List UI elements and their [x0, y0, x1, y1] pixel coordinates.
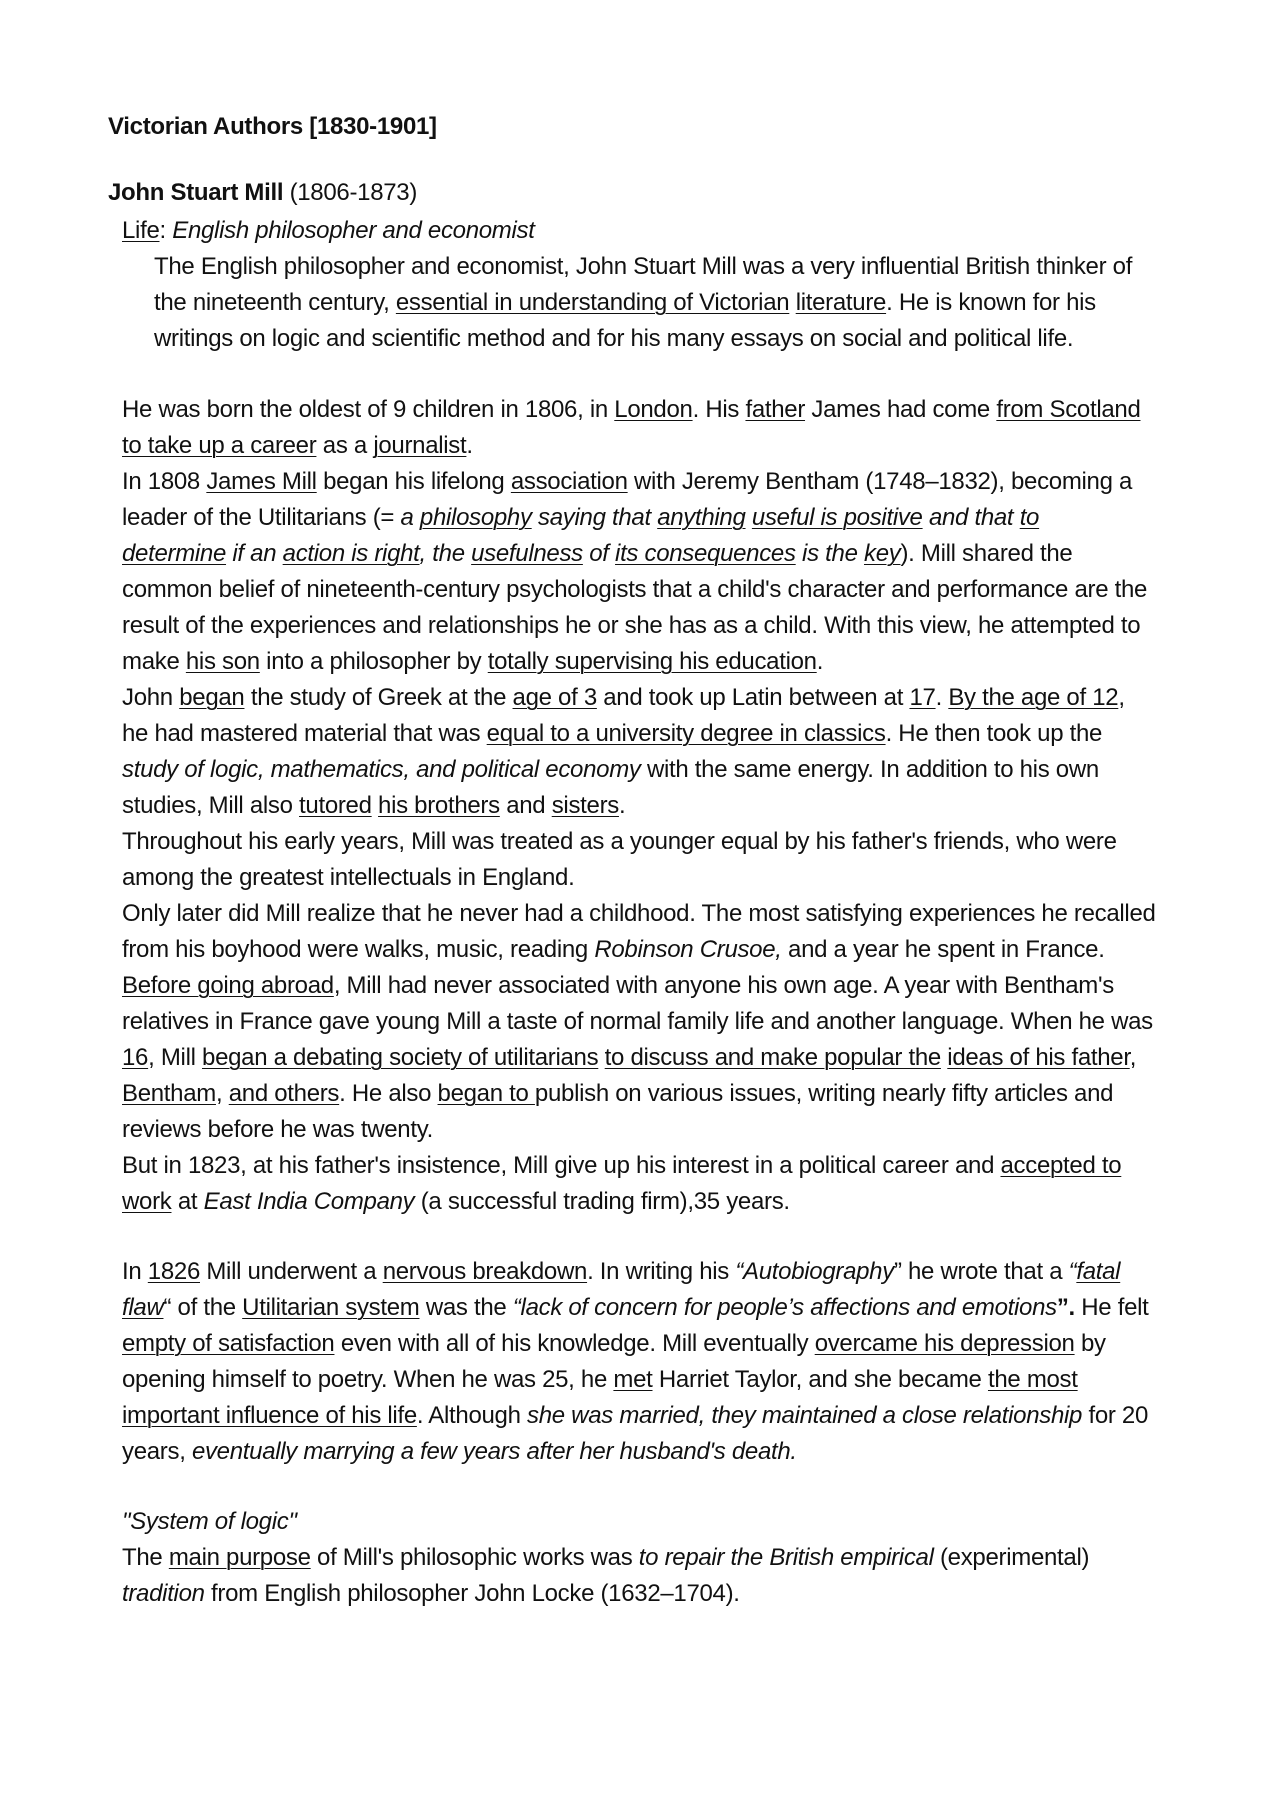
text-run: 17: [909, 684, 936, 711]
text-run: In 1808: [122, 468, 207, 495]
text-run: of Mill's philosophic works was: [310, 1544, 639, 1571]
text-run: if an: [226, 540, 283, 567]
text-run: action is right: [282, 540, 420, 567]
text-run: with Jeremy Bentham (1748–1832), becoming a: [627, 468, 1133, 495]
text-run: work: [122, 1188, 172, 1215]
text-run: equal to a university degree in classics: [486, 720, 886, 747]
text-run: usefulness: [471, 540, 583, 567]
text-line: [122, 719, 1102, 749]
text-line: [122, 827, 1117, 857]
text-line: [122, 1007, 1153, 1037]
text-line: [122, 575, 1147, 605]
text-line: [154, 252, 1132, 282]
text-run: The: [122, 1544, 169, 1571]
life-label: Life: [122, 217, 160, 244]
text-line: [122, 755, 1099, 785]
text-line: [122, 935, 1105, 965]
text-line: [122, 431, 473, 461]
text-run: began his lifelong: [316, 468, 511, 495]
text-run: to discuss and make popular the: [604, 1044, 941, 1071]
text-line: [122, 863, 574, 893]
text-run: tradition: [122, 1580, 205, 1607]
text-run: Bentham: [122, 1080, 216, 1107]
text-run: leader of the Utilitarians (=: [122, 504, 401, 531]
text-run: study of logic, mathematics, and political economy: [122, 756, 641, 783]
text-line: [122, 1151, 1121, 1181]
page-title: Victorian Authors [1830-1901]: [108, 113, 437, 140]
text-run: main purpose: [168, 1544, 311, 1571]
text-run: to repair the British empirical: [638, 1544, 934, 1571]
text-run: and took up Latin between at: [596, 684, 910, 711]
text-line: [122, 1401, 1148, 1431]
text-run: Only later did Mill realize that he never had a childhood. The most satisfying experiences he recalled: [122, 900, 1156, 927]
text-line: [122, 1257, 1120, 1287]
text-run: literature: [795, 289, 887, 316]
text-run: and: [499, 792, 552, 819]
text-run: journalist: [373, 432, 467, 459]
text-run: was the: [419, 1294, 513, 1321]
text-line: [122, 395, 1141, 425]
text-run: its consequences: [615, 540, 796, 567]
text-run: . In writing his: [587, 1258, 736, 1285]
text-line: [122, 791, 625, 821]
text-run: and that: [922, 504, 1020, 531]
text-run: “: [1068, 1258, 1077, 1285]
text-run: for 20: [1082, 1402, 1149, 1429]
text-run: to: [1019, 504, 1040, 531]
text-run: totally supervising his education: [487, 648, 817, 675]
text-line: [154, 324, 1073, 354]
text-run: by: [1074, 1330, 1106, 1357]
text-run: James had come: [805, 396, 997, 423]
text-run: .: [816, 648, 824, 675]
text-line: [122, 899, 1156, 929]
text-run: overcame his depression: [814, 1330, 1075, 1357]
text-run: . He is known for his: [886, 289, 1096, 316]
text-line: [122, 1329, 1106, 1359]
author-heading: [108, 178, 417, 208]
text-run: ,: [215, 1080, 229, 1107]
text-run: John: [122, 684, 180, 711]
text-run: . His: [692, 396, 746, 423]
text-run: from his boyhood were walks, music, reading: [122, 936, 595, 963]
text-run: common belief of nineteenth-century psychologists that a child's character and performance are the: [122, 576, 1148, 603]
text-run: philosophy: [419, 504, 532, 531]
text-run: . Although: [416, 1402, 528, 1429]
text-run: and a year he spent in France.: [781, 936, 1105, 963]
text-run: the study of Greek at the: [244, 684, 513, 711]
text-run: (experimental): [933, 1544, 1090, 1571]
text-run: James Mill: [206, 468, 317, 495]
text-run: Utilitarian system: [242, 1294, 420, 1321]
text-line: [122, 503, 1039, 533]
text-run: He was born the oldest of 9 children in 1806, in: [122, 396, 615, 423]
text-run: determine: [122, 540, 227, 567]
text-run: “Autobiography: [735, 1258, 894, 1285]
text-run: age of 3: [512, 684, 597, 711]
text-run: the nineteenth century,: [154, 289, 396, 316]
text-run: key: [864, 540, 901, 567]
text-line: [122, 647, 823, 677]
text-run: Throughout his early years, Mill was treated as a younger equal by his father's friends, who were: [122, 828, 1117, 855]
text-run: 1826: [147, 1258, 200, 1285]
text-run: . He also: [339, 1080, 438, 1107]
text-run: tutored: [299, 792, 372, 819]
text-run: “lack of concern for people’s affections and emotions: [512, 1294, 1057, 1321]
text-run: studies, Mill also: [122, 792, 300, 819]
text-line: [122, 1579, 740, 1609]
text-line: [122, 971, 1114, 1001]
text-run: ). Mill shared the: [900, 540, 1073, 567]
text-run: .: [935, 684, 949, 711]
text-run: make: [122, 648, 186, 675]
text-run: East India Company: [203, 1188, 415, 1215]
text-run: ” he wrote that a: [893, 1258, 1069, 1285]
text-run: accepted to: [1000, 1152, 1122, 1179]
text-run: publish on various issues, writing nearly fifty articles and: [534, 1080, 1114, 1107]
text-run: ideas of his father: [947, 1044, 1130, 1071]
text-run: into a philosopher by: [259, 648, 488, 675]
text-run: . He then took up the: [885, 720, 1103, 747]
text-run: opening himself to poetry. When he was 25, he: [122, 1366, 614, 1393]
text-run: as a: [316, 432, 374, 459]
text-run: useful is positive: [751, 504, 923, 531]
text-run: the most: [987, 1366, 1078, 1393]
text-run: began a debating society of utilitarians: [202, 1044, 599, 1071]
text-run: relatives in France gave young Mill a taste of normal family life and another language. When he was: [122, 1008, 1153, 1035]
text-run: years,: [122, 1438, 192, 1465]
text-run: But in 1823, at his father's insistence, Mill give up his interest in a political career and: [122, 1152, 1001, 1179]
text-run: reviews before he was twenty.: [122, 1116, 433, 1143]
text-run: ”.: [1056, 1294, 1075, 1321]
text-line: [122, 539, 1072, 569]
life-separator: :: [159, 217, 173, 244]
text-run: The English philosopher and economist, John Stuart Mill was a very influential British thinker of: [154, 253, 1133, 280]
text-run: association: [510, 468, 628, 495]
text-run: writings on logic and scientific method and for his many essays on social and political life.: [154, 325, 1074, 352]
text-run: important influence of his life: [122, 1402, 417, 1429]
text-line: [122, 611, 1140, 641]
text-line: [122, 1365, 1078, 1395]
text-run: , the: [419, 540, 472, 567]
text-run: he had mastered material that was: [122, 720, 487, 747]
text-run: among the greatest intellectuals in England.: [122, 864, 575, 891]
text-run: his son: [185, 648, 260, 675]
text-run: essential in understanding of Victorian: [395, 289, 790, 316]
text-run: is the: [795, 540, 864, 567]
text-line: [122, 683, 1125, 713]
text-run: empty of satisfaction: [122, 1330, 335, 1357]
text-line: [122, 1115, 433, 1145]
text-run: began to: [437, 1080, 535, 1107]
text-run: Robinson Crusoe,: [594, 936, 782, 963]
text-run: eventually marrying a few years after her husband's death.: [191, 1438, 797, 1465]
text-run: ,: [1118, 684, 1125, 711]
text-run: his brothers: [378, 792, 500, 819]
text-run: , Mill: [148, 1044, 203, 1071]
text-run: , Mill had never associated with anyone his own age. A year with Bentham's: [333, 972, 1114, 999]
text-line: [122, 1293, 1149, 1323]
text-run: nervous breakdown: [382, 1258, 588, 1285]
text-line: [122, 1437, 797, 1467]
text-run: from Scotland: [996, 396, 1141, 423]
text-run: 16: [122, 1044, 149, 1071]
text-run: By the age of 12: [948, 684, 1119, 711]
text-run: a: [400, 504, 420, 531]
text-line: [154, 288, 1096, 318]
text-line: [122, 467, 1132, 497]
author-name: John Stuart Mill: [108, 179, 284, 206]
text-run: at: [171, 1188, 204, 1215]
text-run: and others: [228, 1080, 340, 1107]
text-run: Harriet Taylor, and she became: [652, 1366, 988, 1393]
text-run: saying that: [531, 504, 658, 531]
text-run: "System of logic": [122, 1508, 297, 1535]
text-run: result of the experiences and relationships he or she has as a child. With this view, he attempted to: [122, 612, 1141, 639]
text-run: began: [179, 684, 245, 711]
text-run: In: [122, 1258, 148, 1285]
text-run: she was married, they maintained a close relationship: [527, 1402, 1083, 1429]
text-run: even with all of his knowledge. Mill eventually: [334, 1330, 815, 1357]
text-run: Before going abroad: [122, 972, 334, 999]
author-dates: (1806-1873): [283, 179, 418, 206]
text-run: met: [613, 1366, 653, 1393]
text-line: [122, 1079, 1113, 1109]
text-run: to take up a career: [122, 432, 317, 459]
text-run: flaw: [122, 1294, 164, 1321]
text-run: fatal: [1076, 1258, 1121, 1285]
text-run: of: [582, 540, 616, 567]
text-line: [122, 1187, 790, 1217]
text-run: .: [618, 792, 626, 819]
text-run: He felt: [1074, 1294, 1149, 1321]
text-line: [122, 1507, 297, 1537]
text-run: anything: [657, 504, 746, 531]
text-line: [122, 1043, 1136, 1073]
text-run: ,: [1129, 1044, 1137, 1071]
text-run: with the same energy. In addition to his own: [640, 756, 1099, 783]
text-run: (a successful trading firm),35 years.: [414, 1188, 790, 1215]
text-run: “ of the: [163, 1294, 243, 1321]
text-run: London: [614, 396, 693, 423]
text-run: sisters: [551, 792, 619, 819]
text-run: Mill underwent a: [200, 1258, 383, 1285]
text-run: from English philosopher John Locke (1632–1704).: [204, 1580, 740, 1607]
text-line: [122, 1543, 1089, 1573]
text-run: father: [745, 396, 806, 423]
life-heading: [122, 216, 535, 246]
life-summary: English philosopher and economist: [172, 217, 535, 244]
text-run: .: [466, 432, 473, 459]
